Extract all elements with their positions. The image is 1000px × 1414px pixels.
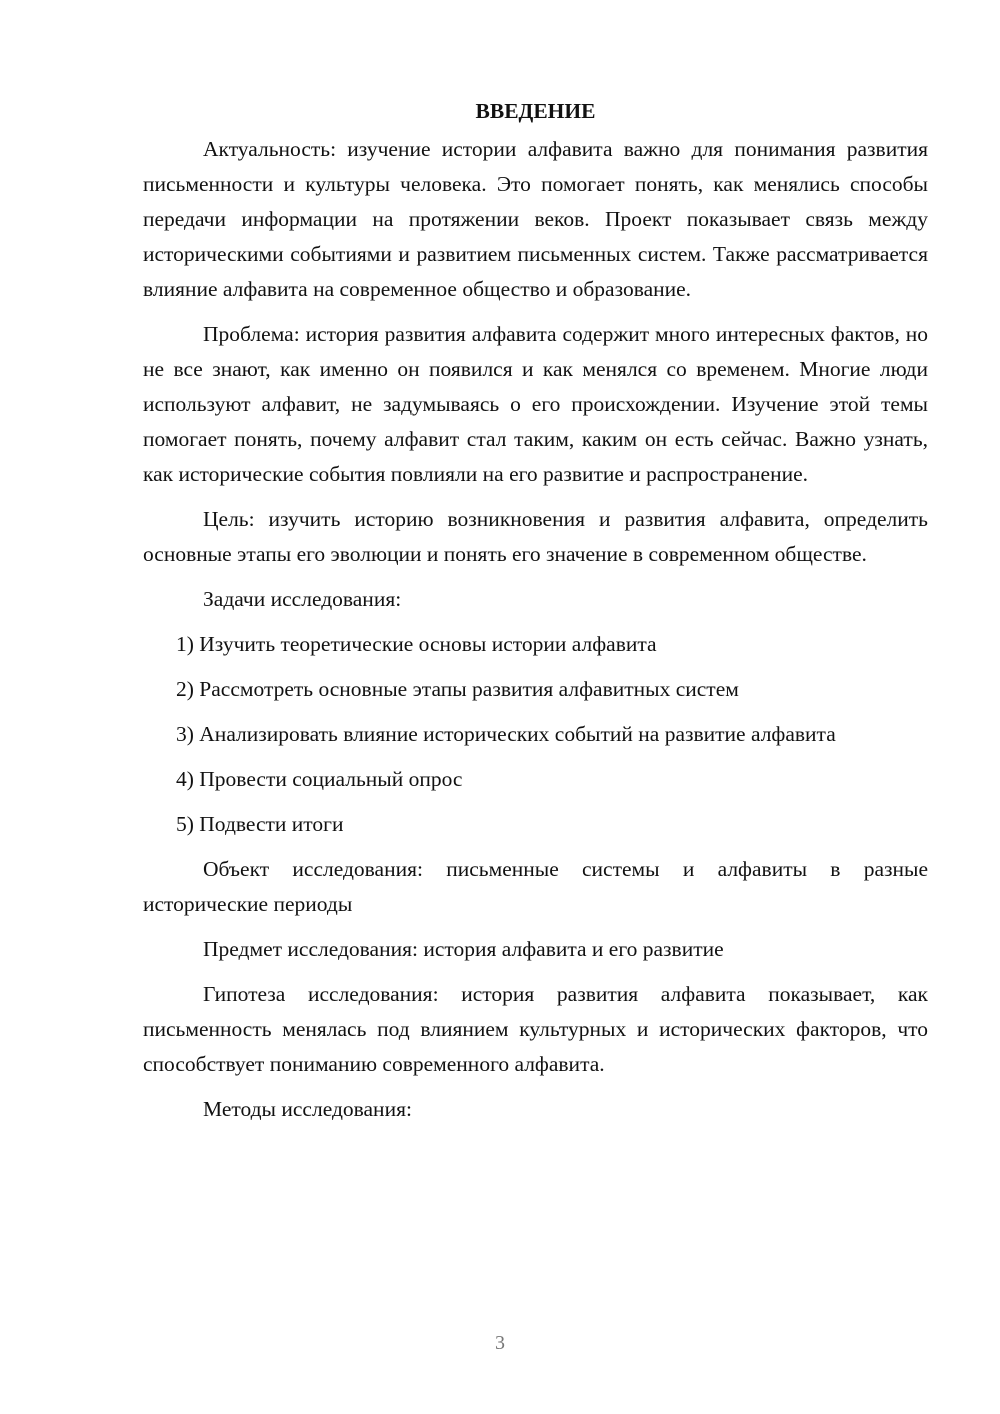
- page-number: 3: [495, 1332, 505, 1354]
- section-heading: ВВЕДЕНИЕ: [475, 99, 596, 123]
- task-item: 1) Изучить теоретические основы истории алфавита: [176, 632, 657, 656]
- methods-heading: Методы исследования:: [203, 1097, 412, 1121]
- task-item: 4) Провести социальный опрос: [176, 767, 463, 791]
- tasks-heading: Задачи исследования:: [203, 587, 402, 611]
- object-paragraph: Объект исследования: письменные системы и алфавиты в разные исторические периоды: [143, 857, 928, 916]
- document-page: [143, 96, 928, 1137]
- task-item: 5) Подвести итоги: [176, 812, 344, 836]
- problem-paragraph: Проблема: история развития алфавита содержит много интересных фактов, но не все знают, как именно он появился и как менялся со временем. Многие люди используют алфавит, не задумываясь о его происхождении. Изучение этой темы помогает понять, почему алфавит стал таким, каким он есть сейчас. Важно узнать, как исторические события повлияли на его развитие и распространение.: [143, 322, 928, 486]
- hypothesis-paragraph: Гипотеза исследования: история развития алфавита показывает, как письменность менялась под влиянием культурных и исторических факторов, что способствует пониманию современного алфавита.: [143, 982, 928, 1076]
- goal-paragraph: Цель: изучить историю возникновения и развития алфавита, определить основные этапы его эволюции и понять его значение в современном обществе.: [143, 507, 928, 566]
- subject-paragraph: Предмет исследования: история алфавита и его развитие: [203, 937, 724, 961]
- task-item: 2) Рассмотреть основные этапы развития алфавитных систем: [176, 677, 739, 701]
- relevance-paragraph: Актуальность: изучение истории алфавита важно для понимания развития письменности и культуры человека. Это помогает понять, как менялись способы передачи информации на протяжении веков. Проект показывает связь между историческими событиями и развитием письменных систем. Также рассматривается влияние алфавита на современное общество и образование.: [143, 137, 928, 301]
- task-item: 3) Анализировать влияние исторических событий на развитие алфавита: [176, 722, 836, 746]
